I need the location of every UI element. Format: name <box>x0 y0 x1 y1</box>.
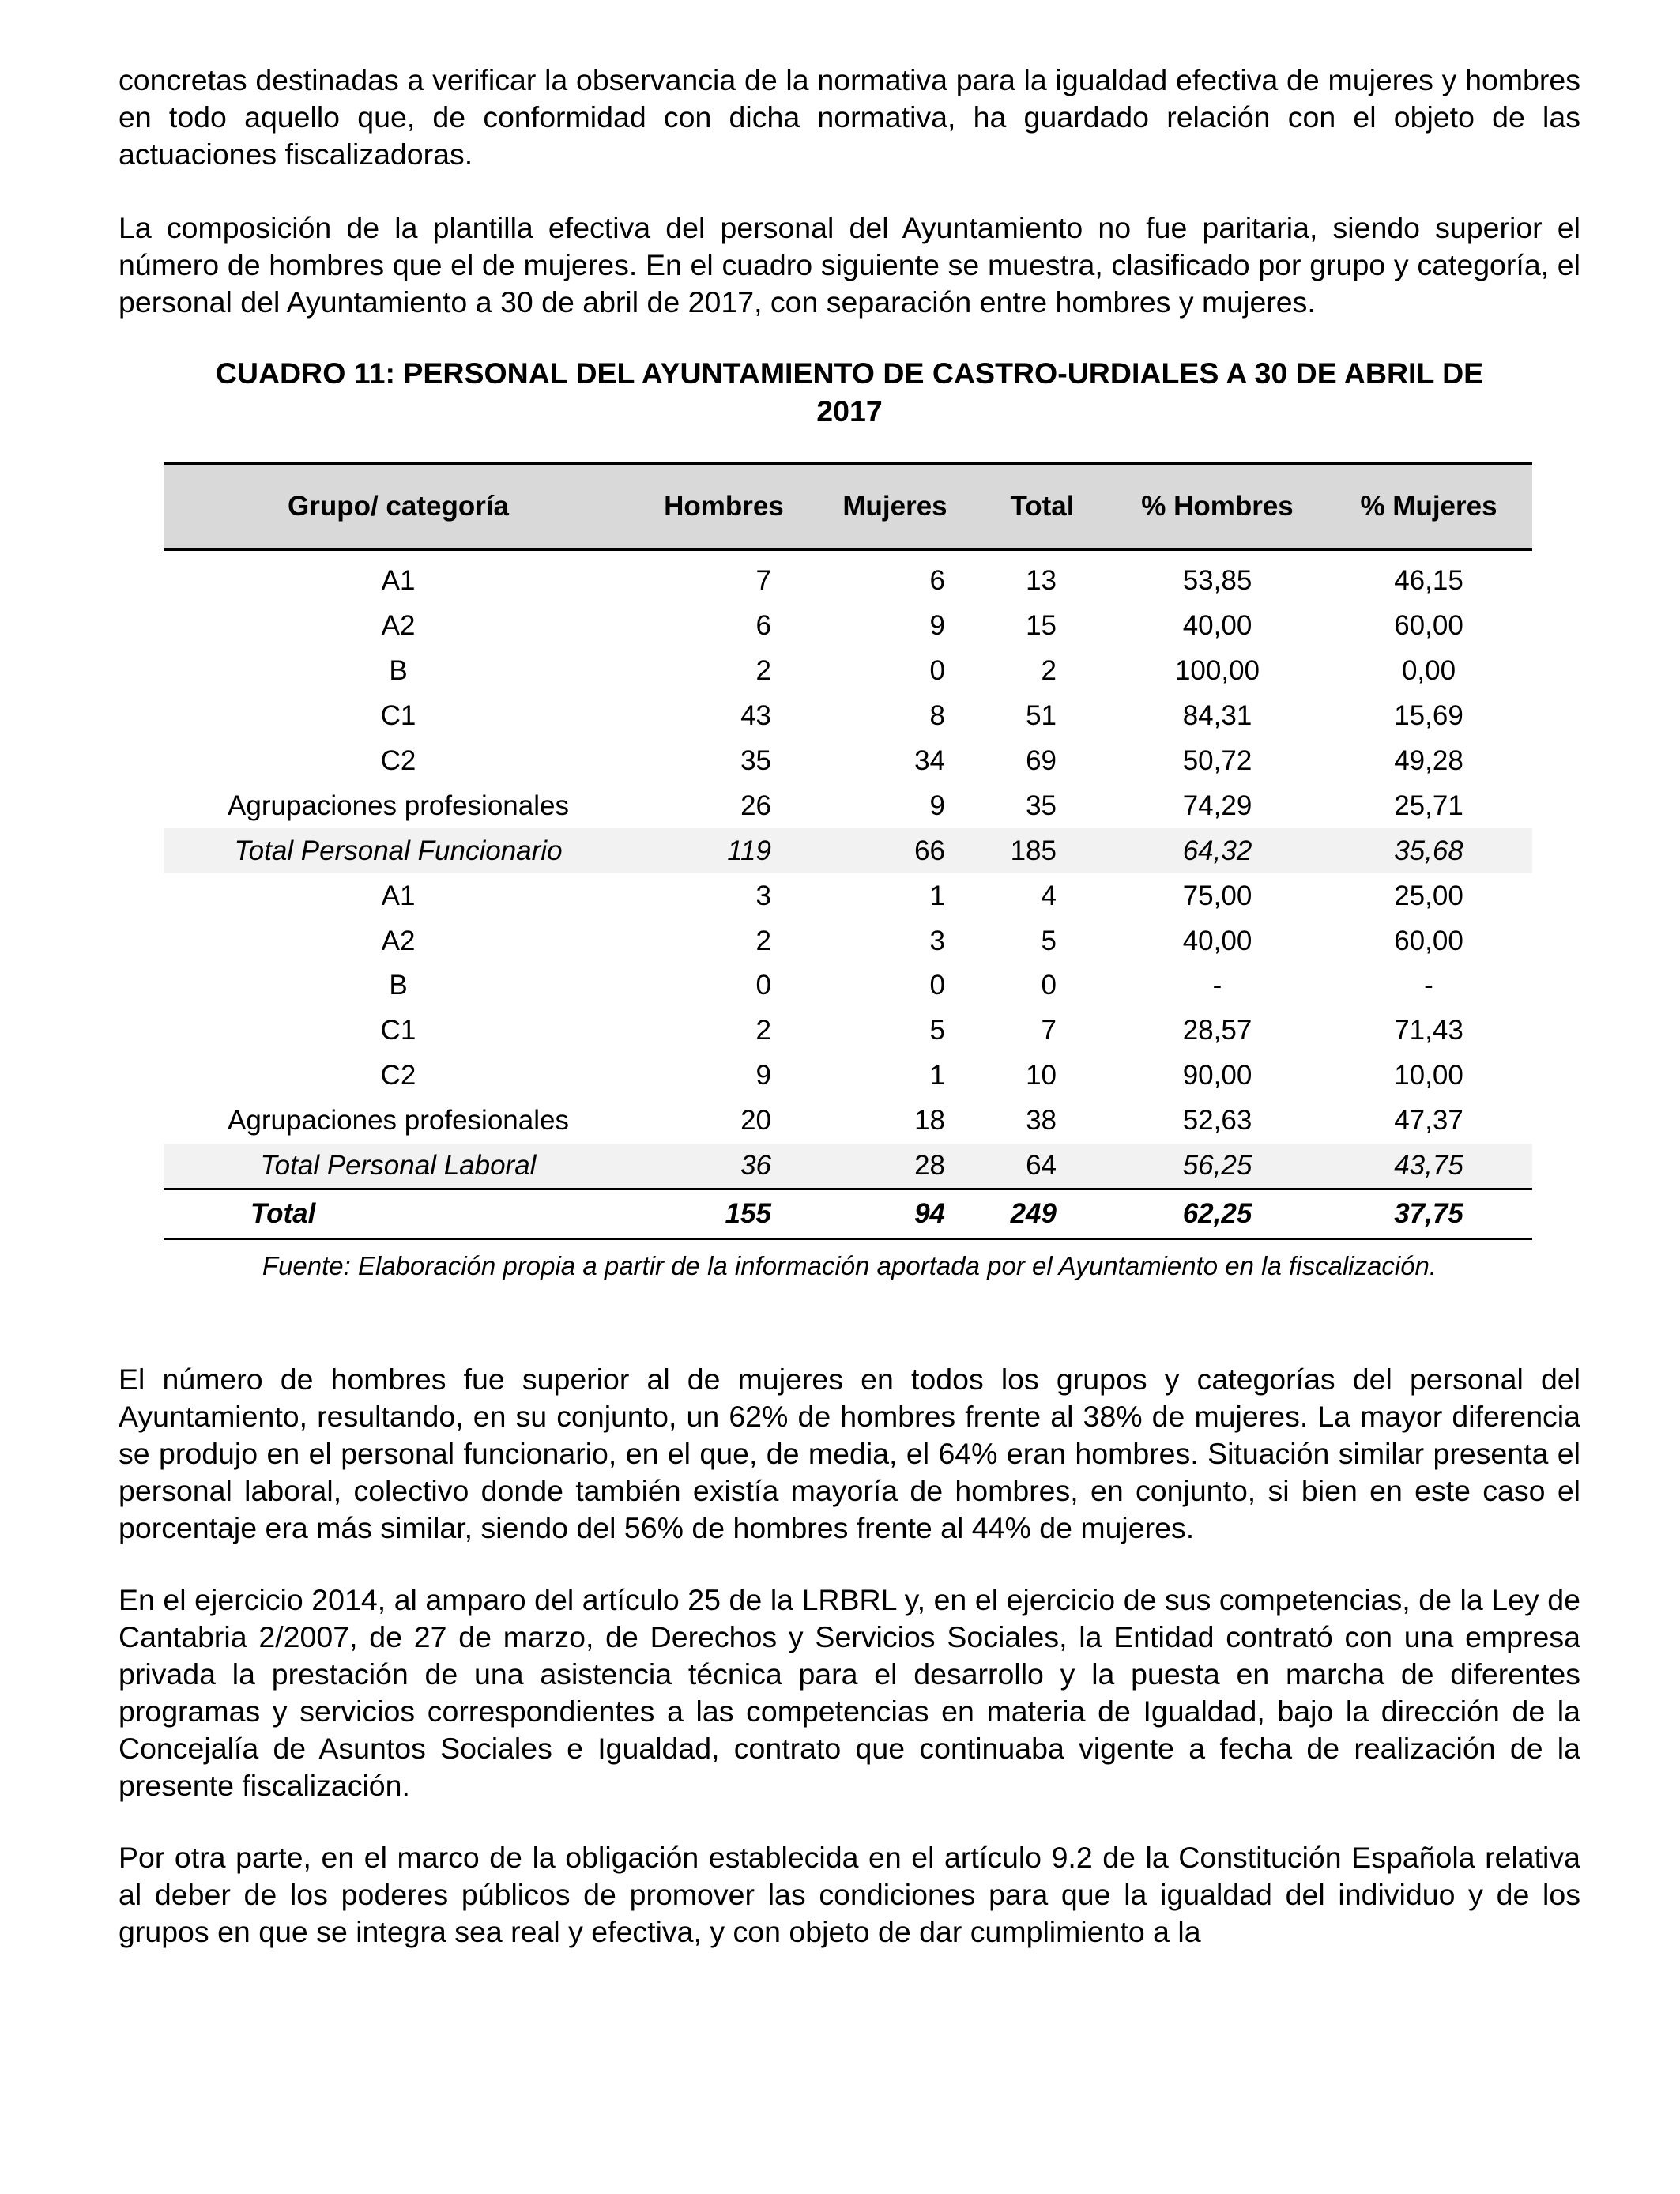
cell-pct-women: - <box>1424 970 1433 1001</box>
cell-women: 1 <box>929 880 945 911</box>
cell-women: 1 <box>929 1060 945 1091</box>
cell-women: 6 <box>929 565 945 597</box>
cell-men: 2 <box>755 1015 771 1046</box>
total-total: 249 <box>975 1189 1109 1239</box>
cell-pct-men: 75,00 <box>1182 880 1252 911</box>
cell-pct-women: 25,71 <box>1394 790 1463 821</box>
table-header-row <box>164 464 1532 550</box>
table-row <box>164 1008 1532 1054</box>
cell-total: 5 <box>1041 925 1057 956</box>
total-pct-women: 37,75 <box>1325 1189 1532 1239</box>
cell-pct-men: 90,00 <box>1182 1060 1252 1091</box>
cell-men: 3 <box>755 880 771 911</box>
cell-category: Total Personal Laboral <box>164 1144 633 1189</box>
cell-pct-men: 50,72 <box>1182 745 1252 776</box>
cell-men: 119 <box>633 828 815 873</box>
table-subtotal-row <box>164 828 1532 873</box>
cell-pct-women: 15,69 <box>1394 700 1463 732</box>
header-men: Hombres <box>633 464 815 550</box>
table-body <box>164 550 1532 1189</box>
cell-pct-men: 74,29 <box>1182 790 1252 821</box>
table-caption <box>119 354 1580 430</box>
document-page <box>119 62 1580 1951</box>
cell-total: 0 <box>1041 970 1057 1001</box>
cell-total: 2 <box>1041 655 1057 687</box>
cell-category: A1 <box>381 565 416 597</box>
cell-pct-men: 40,00 <box>1182 925 1252 956</box>
cell-category: C2 <box>380 1060 416 1091</box>
cell-pct-women: 71,43 <box>1394 1015 1463 1046</box>
cell-men: 6 <box>755 610 771 642</box>
cell-total: 4 <box>1041 880 1057 911</box>
cell-pct-women: 43,75 <box>1325 1144 1532 1189</box>
cell-men: 26 <box>740 790 771 821</box>
cell-category: Agrupaciones profesionales <box>228 1105 569 1137</box>
table-subtotal-row <box>164 1144 1532 1189</box>
cell-category: Total Personal Funcionario <box>164 828 633 873</box>
table-row <box>164 783 1532 828</box>
cell-pct-women: 46,15 <box>1394 565 1463 597</box>
cell-pct-men: - <box>1212 970 1222 1001</box>
cell-women: 5 <box>929 1015 945 1046</box>
cell-total: 64 <box>975 1144 1109 1189</box>
cell-women: 28 <box>815 1144 975 1189</box>
cell-women: 18 <box>914 1105 945 1137</box>
header-pct-men: % Hombres <box>1109 464 1325 550</box>
header-total: Total <box>975 464 1109 550</box>
cell-women: 8 <box>929 700 945 732</box>
paragraph-intro: concretas destinadas a verificar la observancia de la normativa para la igualdad efectiva de mujeres y hombres en todo aquello que, de conformidad con dicha normativa, ha guardado relación con el objeto de las actuaciones fiscalizadoras. <box>119 63 1580 171</box>
table-row <box>164 694 1532 739</box>
total-women: 94 <box>815 1189 975 1239</box>
table-total-row <box>164 1189 1532 1239</box>
cell-pct-men: 64,32 <box>1109 828 1325 873</box>
cell-pct-women: 10,00 <box>1394 1060 1463 1091</box>
cell-pct-men: 84,31 <box>1182 700 1252 732</box>
table-row <box>164 963 1532 1008</box>
table-row <box>164 739 1532 784</box>
cell-pct-women: 0,00 <box>1401 655 1456 687</box>
table-row <box>164 873 1532 918</box>
cell-total: 38 <box>1026 1105 1057 1137</box>
cell-women: 34 <box>914 745 945 776</box>
cell-women: 0 <box>929 970 945 1001</box>
cell-category: B <box>389 970 408 1001</box>
cell-pct-men: 40,00 <box>1182 610 1252 642</box>
cell-total: 51 <box>1026 700 1057 732</box>
cell-total: 69 <box>1026 745 1057 776</box>
header-category: Grupo/ categoría <box>164 464 633 550</box>
cell-total: 7 <box>1041 1015 1057 1046</box>
cell-total: 35 <box>1026 790 1057 821</box>
cell-pct-women: 49,28 <box>1394 745 1463 776</box>
cell-category: C1 <box>380 700 416 732</box>
cell-men: 0 <box>755 970 771 1001</box>
total-pct-men: 62,25 <box>1109 1189 1325 1239</box>
paragraph-contract: En el ejercicio 2014, al amparo del artículo 25 de la LRBRL y, en el ejercicio de sus competencias, de la Ley de Cantabria 2/2007, de 27 de marzo, de Derechos y Servicios Sociales, la Entidad contrató con una empresa privada la prestación de una asistencia técnica para el desarrollo y la puesta en marcha de diferentes programas y servicios correspondientes a las competencias en materia de Igualdad, bajo la dirección de la Concejalía de Asuntos Sociales e Igualdad, contrato que continuaba vigente a fecha de realización de la presente fiscalización. <box>119 1583 1580 1803</box>
cell-pct-men: 56,25 <box>1109 1144 1325 1189</box>
cell-category: B <box>389 655 408 687</box>
cell-category: A2 <box>381 610 416 642</box>
cell-pct-women: 35,68 <box>1325 828 1532 873</box>
cell-women: 66 <box>815 828 975 873</box>
table-row <box>164 604 1532 649</box>
table-row <box>164 649 1532 694</box>
header-pct-women: % Mujeres <box>1325 464 1532 550</box>
paragraph-composition: La composición de la plantilla efectiva del personal del Ayuntamiento no fue paritaria, siendo superior el número de hombres que el de mujeres. En el cuadro siguiente se muestra, clasificado por grupo y categoría, el personal del Ayuntamiento a 30 de abril de 2017, con separación entre hombres y mujeres. <box>119 211 1580 319</box>
cell-category: C1 <box>380 1015 416 1046</box>
cell-category: A2 <box>381 925 416 956</box>
header-women: Mujeres <box>815 464 975 550</box>
cell-pct-men: 52,63 <box>1182 1105 1252 1137</box>
cell-women: 0 <box>929 655 945 687</box>
cell-men: 2 <box>755 925 771 956</box>
paragraph-constitution: Por otra parte, en el marco de la obligación establecida en el artículo 9.2 de la Constitución Española relativa al deber de los poderes públicos de promover las condiciones para que la igualdad del individuo y de los grupos en que se integra sea real y efectiva, y con objeto de dar cumplimiento a la <box>119 1841 1580 1949</box>
cell-pct-men: 28,57 <box>1182 1015 1252 1046</box>
cell-category: C2 <box>380 745 416 776</box>
cell-women: 9 <box>929 790 945 821</box>
cell-women: 9 <box>929 610 945 642</box>
total-men: 155 <box>633 1189 815 1239</box>
table-row <box>164 918 1532 963</box>
table-row <box>164 550 1532 604</box>
cell-men: 35 <box>740 745 771 776</box>
cell-men: 7 <box>755 565 771 597</box>
table-caption-line-2: 2017 <box>816 394 883 428</box>
cell-pct-women: 60,00 <box>1394 925 1463 956</box>
cell-pct-men: 53,85 <box>1182 565 1252 597</box>
cell-pct-women: 47,37 <box>1394 1105 1463 1137</box>
cell-men: 2 <box>755 655 771 687</box>
paragraph-analysis: El número de hombres fue superior al de mujeres en todos los grupos y categorías del personal del Ayuntamiento, resultando, en su conjunto, un 62% de hombres frente al 38% de mujeres. La mayor diferencia se produjo en el personal funcionario, en el que, de media, el 64% eran hombres. Situación similar presenta el personal laboral, colectivo donde también existía mayoría de hombres, en conjunto, si bien en este caso el porcentaje era más similar, siendo del 56% de hombres frente al 44% de mujeres. <box>119 1363 1580 1545</box>
table-source-note: Fuente: Elaboración propia a partir de la información aportada por el Ayuntamiento en la fiscalización. <box>262 1251 1437 1281</box>
cell-total: 185 <box>975 828 1109 873</box>
cell-men: 36 <box>633 1144 815 1189</box>
cell-men: 9 <box>755 1060 771 1091</box>
cell-men: 20 <box>740 1105 771 1137</box>
table-row <box>164 1054 1532 1099</box>
cell-category: A1 <box>381 880 416 911</box>
cell-pct-women: 25,00 <box>1394 880 1463 911</box>
total-label: Total <box>164 1189 633 1239</box>
cell-total: 10 <box>1026 1060 1057 1091</box>
cell-total: 15 <box>1026 610 1057 642</box>
table-caption-line-1: CUADRO 11: PERSONAL DEL AYUNTAMIENTO DE CASTRO-URDIALES A 30 DE ABRIL DE <box>215 356 1484 390</box>
cell-total: 13 <box>1026 565 1057 597</box>
personnel-table <box>164 462 1532 1240</box>
cell-men: 43 <box>740 700 771 732</box>
cell-women: 3 <box>929 925 945 956</box>
table-row <box>164 1099 1532 1144</box>
cell-pct-men: 100,00 <box>1174 655 1260 687</box>
cell-category: Agrupaciones profesionales <box>228 790 569 821</box>
cell-pct-women: 60,00 <box>1394 610 1463 642</box>
